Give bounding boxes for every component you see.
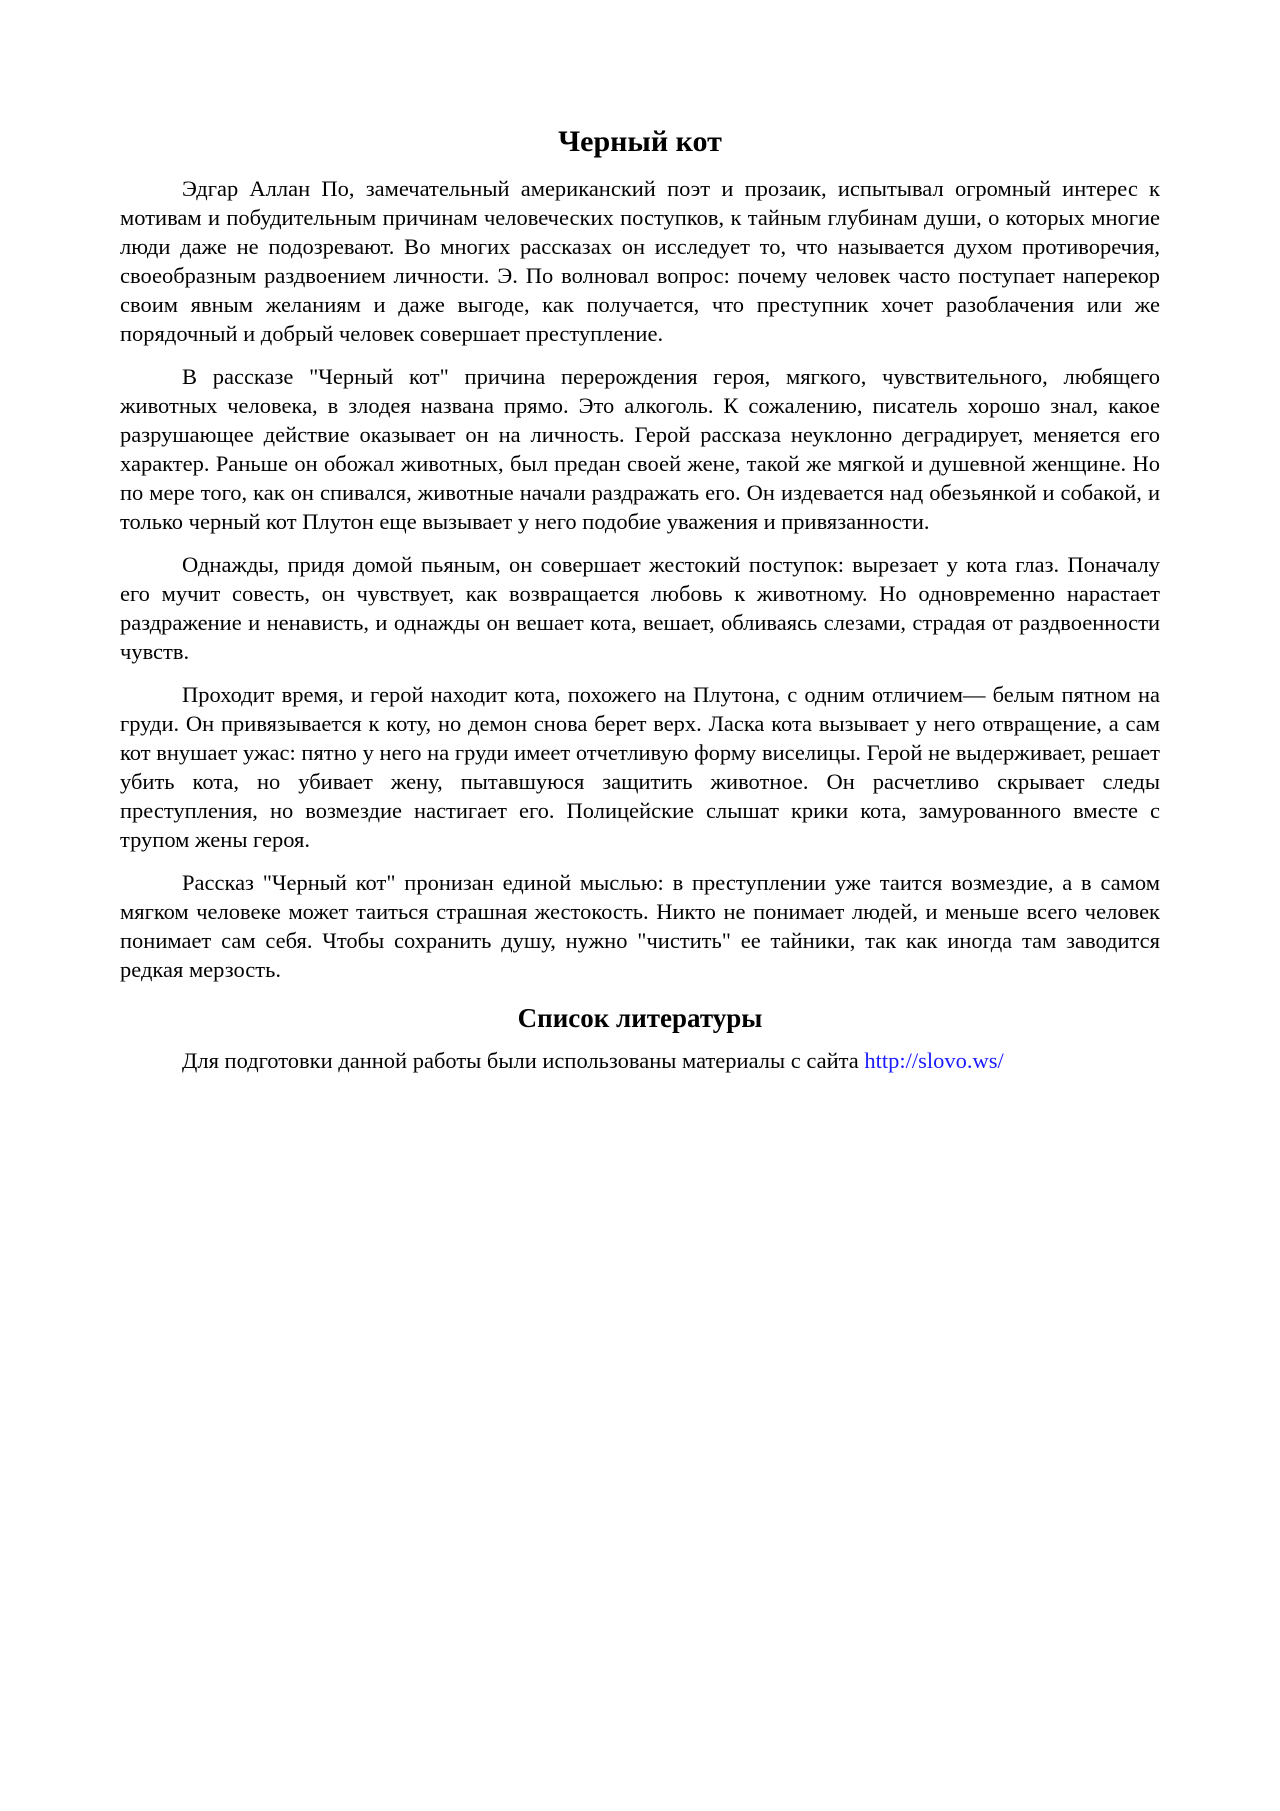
paragraph-3: Однажды, придя домой пьяным, он совершает жестокий поступок: вырезает у кота глаз. Поначалу его мучит совесть, он чувствует, как возвращается любовь к животному. Но одновременно нарастает раздражение и ненависть, и однажды он вешает кота, вешает, обливаясь слезами, страдая от раздвоенности чувств. [120, 552, 1160, 664]
paragraph-4: Проходит время, и герой находит кота, похожего на Плутона, с одним отличием— белым пятном на груди. Он привязывается к коту, но демон снова берет верх. Ласка кота вызывает у него отвращение, а сам кот внушает ужас: пятно у него на груди имеет отчетливую форму виселицы. Герой не выдерживает, решает убить кота, но убивает жену, пытавшуюся защитить животное. Он расчетливо скрывает следы преступления, но возмездие настигает его. Полицейские слышат крики кота, замурованного вместе с трупом жены героя. [120, 682, 1160, 852]
references-paragraph [120, 1046, 1160, 1075]
references-text: Для подготовки данной работы были использованы материалы с сайта [182, 1048, 865, 1073]
references-heading: Список литературы [517, 1003, 763, 1033]
paragraph-1: Эдгар Аллан По, замечательный американский поэт и прозаик, испытывал огромный интерес к мотивам и побудительным причинам человеческих поступков, к тайным глубинам души, о которых многие люди даже не подозревают. Во многих рассказах он исследует то, что называется духом противоречия, своеобразным раздвоением личности. Э. По волновал вопрос: почему человек часто поступает наперекор своим явным желаниям и даже выгоде, как получается, что преступник хочет разоблачения или же порядочный и добрый человек совершает преступление. [120, 176, 1160, 346]
source-link[interactable]: http://slovo.ws/ [864, 1048, 1004, 1073]
document-page [120, 118, 1160, 1075]
paragraph-5: Рассказ "Черный кот" пронизан единой мыслью: в преступлении уже таится возмездие, а в самом мягком человеке может таиться страшная жестокость. Никто не понимает людей, и меньше всего человек понимает сам себя. Чтобы сохранить душу, нужно "чистить" ее тайники, так как иногда там заводится редкая мерзость. [120, 870, 1160, 982]
document-title: Черный кот [558, 125, 722, 158]
paragraph-2: В рассказе "Черный кот" причина перерождения героя, мягкого, чувствительного, любящего животных человека, в злодея названа прямо. Это алкоголь. К сожалению, писатель хорошо знал, какое разрушающее действие оказывает он на личность. Герой рассказа неуклонно деградирует, меняется его характер. Раньше он обожал животных, был предан своей жене, такой же мягкой и душевной женщине. Но по мере того, как он спивался, животные начали раздражать его. Он издевается над обезьянкой и собакой, и только черный кот Плутон еще вызывает у него подобие уважения и привязанности. [120, 364, 1160, 534]
